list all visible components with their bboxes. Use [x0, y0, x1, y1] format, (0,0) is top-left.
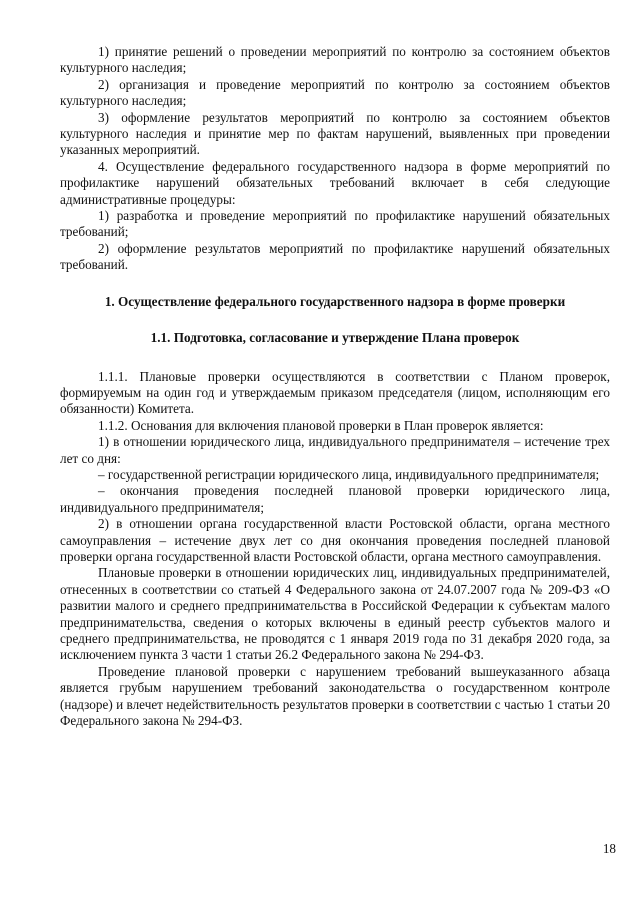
subsection-heading: 1.1. Подготовка, согласование и утверждение Плана проверок — [150, 330, 520, 346]
paragraph-item-4-2: 2) оформление результатов мероприятий по профилактике нарушений обязательных требований. — [60, 240, 610, 273]
paragraph-1-1-2: 1.1.2. Основания для включения плановой проверки в План проверок является: — [98, 417, 544, 433]
paragraph-dash-last-check: – окончания проведения последней плановой проверки юридического лица, индивидуального предпринимателя; — [60, 483, 610, 515]
paragraph-violation: Проведение плановой проверки с нарушением требований вышеуказанного абзаца является грубым нарушением требований законодательства о государственном контроле (надзоре) и влечет недействительность результатов проверки в соответствии с частью 1 статьи 20 Федерального закона № 294-ФЗ. — [60, 663, 610, 729]
page-number: 18 — [602, 841, 616, 856]
paragraph-point-4: 4. Осуществление федерального государственного надзора в форме мероприятий по профилактике нарушений обязательных требований включает в себя следующие административные процедуры: — [60, 158, 610, 207]
paragraph-item-1: 1) принятие решений о проведении мероприятий по контролю за состоянием объектов культурного наследия; — [60, 44, 610, 76]
paragraph-dash-registration: – государственной регистрации юридического лица, индивидуального предпринимателя; — [98, 466, 600, 482]
paragraph-legal-entity: 1) в отношении юридического лица, индивидуального предпринимателя – истечение трех лет со дня: — [60, 434, 610, 466]
paragraph-small-business: Плановые проверки в отношении юридических лиц, индивидуальных предпринимателей, отнесенных в соответствии со статьей 4 Федерального закона от 24.07.2007 года № 209-ФЗ «О развитии малого и среднего предпринимательства в Российской Федерации к субъектам малого предпринимательства, сведения о которых включены в единый реестр субъектов малого и среднего предпринимательства, не проводятся с 1 января 2019 года по 31 декабря 2020 года, за исключением пункта 3 части 1 статьи 26.2 Федерального закона № 294-ФЗ. — [60, 565, 610, 663]
paragraph-item-3: 3) оформление результатов мероприятий по контролю за состоянием объектов культурного наследия и принятие мер по фактам нарушений, выявленных при проведении указанных мероприятий. — [60, 109, 610, 158]
paragraph-1-1-1: 1.1.1. Плановые проверки осуществляются в соответствии с Планом проверок, формируемым на один год и утверждаемым приказом председателя (лицом, исполняющим его обязанности) Комитета. — [60, 368, 610, 417]
section-heading: 1. Осуществление федерального государственного надзора в форме проверки — [104, 293, 566, 309]
paragraph-government-body: 2) в отношении органа государственной власти Ростовской области, органа местного самоуправления – истечение двух лет со дня окончания проведения последней плановой проверки органа государственной власти Ростовской области, органа местного самоуправления. — [60, 516, 610, 564]
document-body — [60, 44, 610, 729]
paragraph-item-2: 2) организация и проведение мероприятий по контролю за состоянием объектов культурного наследия; — [60, 76, 610, 109]
paragraph-item-4-1: 1) разработка и проведение мероприятий по профилактике нарушений обязательных требований; — [60, 208, 610, 240]
